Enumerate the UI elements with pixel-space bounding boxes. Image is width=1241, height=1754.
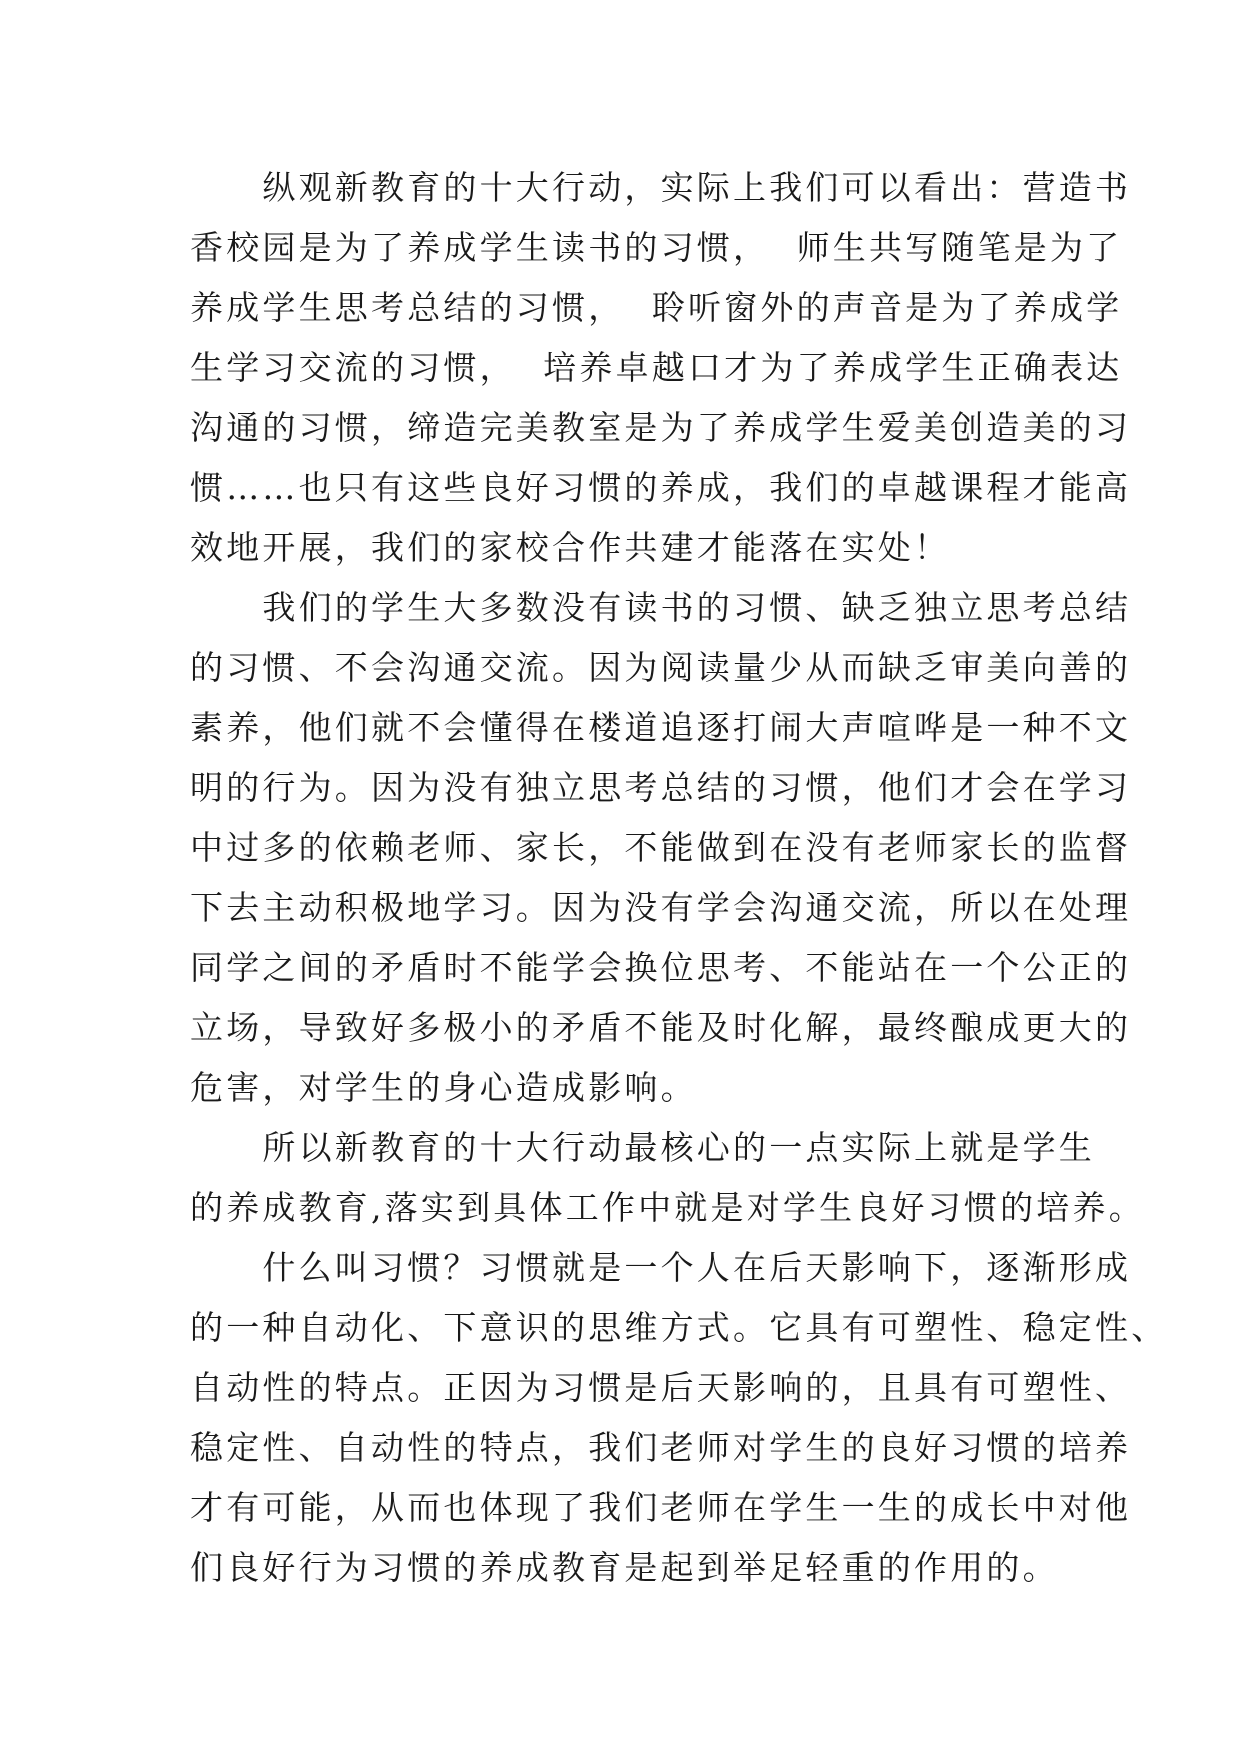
paragraph-4 bbox=[190, 1238, 1168, 1598]
paragraph-line: 纵观新教育的十大行动，实际上我们可以看出：营造书 bbox=[190, 168, 1132, 207]
paragraph-line: 养成学生思考总结的习惯， 聆听窗外的声音是为了养成学 bbox=[190, 288, 1123, 327]
paragraph-line: 的习惯、不会沟通交流。因为阅读量少从而缺乏审美向善的 bbox=[190, 648, 1132, 687]
paragraph-3 bbox=[190, 1118, 1145, 1238]
document-body bbox=[190, 158, 1168, 1598]
paragraph-line: 的养成教育,落实到具体工作中就是对学生良好习惯的培养。 bbox=[190, 1188, 1145, 1227]
paragraph-line: 立场，导致好多极小的矛盾不能及时化解，最终酿成更大的 bbox=[190, 1008, 1132, 1047]
paragraph-line: 稳定性、自动性的特点，我们老师对学生的良好习惯的培养 bbox=[190, 1428, 1132, 1467]
paragraph-line: 所以新教育的十大行动最核心的一点实际上就是学生 bbox=[190, 1128, 1095, 1167]
paragraph-line: 自动性的特点。正因为习惯是后天影响的，且具有可塑性、 bbox=[190, 1368, 1132, 1407]
paragraph-line: 惯……也只有这些良好习惯的养成，我们的卓越课程才能高 bbox=[190, 468, 1132, 507]
paragraph-line: 才有可能，从而也体现了我们老师在学生一生的成长中对他 bbox=[190, 1488, 1132, 1527]
paragraph-line: 中过多的依赖老师、家长，不能做到在没有老师家长的监督 bbox=[190, 828, 1132, 867]
paragraph-line: 同学之间的矛盾时不能学会换位思考、不能站在一个公正的 bbox=[190, 948, 1132, 987]
paragraph-2 bbox=[190, 578, 1132, 1118]
paragraph-line: 效地开展，我们的家校合作共建才能落在实处！ bbox=[190, 528, 951, 567]
paragraph-line: 什么叫习惯？习惯就是一个人在后天影响下，逐渐形成 bbox=[190, 1248, 1132, 1287]
paragraph-1 bbox=[190, 158, 1132, 578]
paragraph-line: 沟通的习惯，缔造完美教室是为了养成学生爱美创造美的习 bbox=[190, 408, 1132, 447]
paragraph-line: 我们的学生大多数没有读书的习惯、缺乏独立思考总结 bbox=[190, 588, 1132, 627]
paragraph-line: 明的行为。因为没有独立思考总结的习惯，他们才会在学习 bbox=[190, 768, 1132, 807]
paragraph-line: 生学习交流的习惯， 培养卓越口才为了养成学生正确表达 bbox=[190, 348, 1123, 387]
paragraph-line: 香校园是为了养成学生读书的习惯， 师生共写随笔是为了 bbox=[190, 228, 1123, 267]
paragraph-line: 的一种自动化、下意识的思维方式。它具有可塑性、稳定性、 bbox=[190, 1308, 1168, 1347]
paragraph-line: 危害，对学生的身心造成影响。 bbox=[190, 1068, 697, 1107]
paragraph-line: 们良好行为习惯的养成教育是起到举足轻重的作用的。 bbox=[190, 1548, 1059, 1587]
paragraph-line: 下去主动积极地学习。因为没有学会沟通交流，所以在处理 bbox=[190, 888, 1132, 927]
paragraph-line: 素养，他们就不会懂得在楼道追逐打闹大声喧哗是一种不文 bbox=[190, 708, 1132, 747]
